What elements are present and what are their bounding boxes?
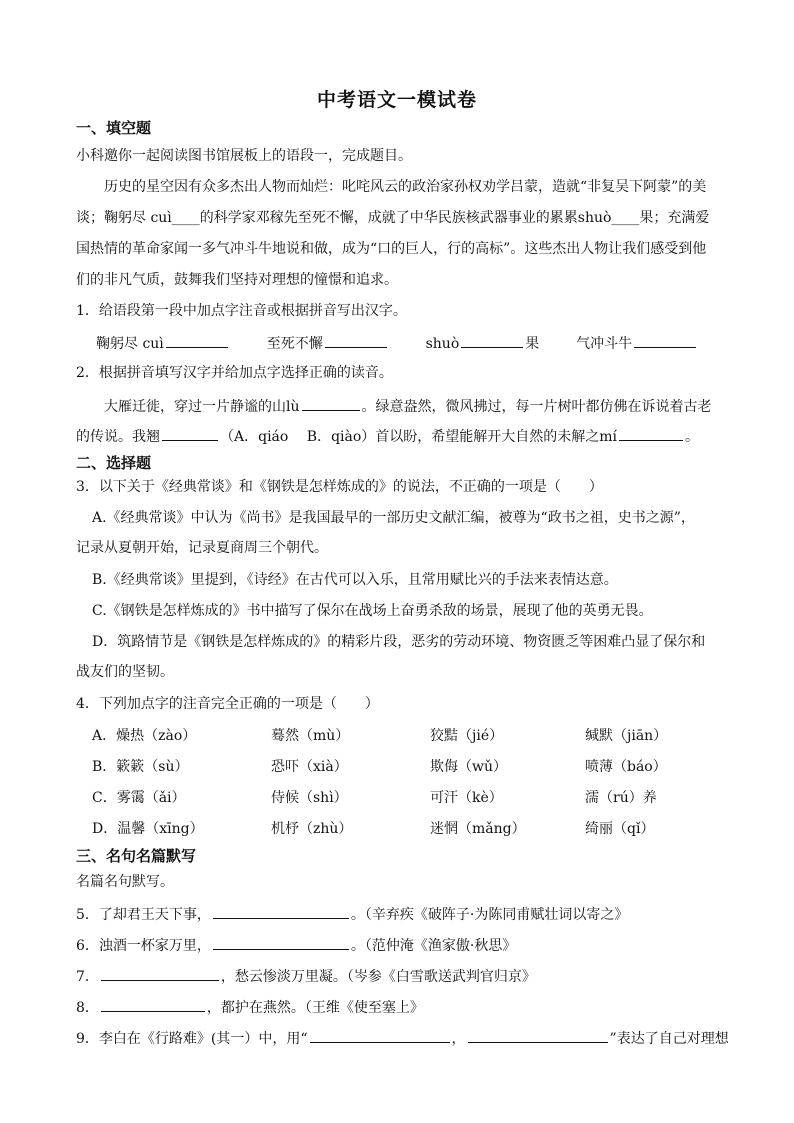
q7-text-b: ，愁云惨淡万里凝。（岑参《白雪歌送武判官归京》 — [220, 969, 536, 985]
q5-blank[interactable] — [213, 903, 349, 919]
q4-option-cell: 欺侮（wǔ） — [430, 759, 507, 775]
question-7 — [76, 965, 536, 987]
section1-intro: 小科邀你一起阅读图书馆展板上的语段一，完成题目。 — [76, 148, 412, 164]
q5-text-b: 。（辛弃疾《破阵子·为陈同甫赋壮词以寄之》 — [350, 907, 629, 923]
q4-option-cell: D．温馨（xīng） — [92, 821, 204, 837]
q8-text-a: 8． — [76, 1000, 99, 1016]
question-5 — [76, 903, 628, 925]
q4-option-cell: 喷薄（báo） — [585, 759, 667, 775]
q1-item-2: 至死不懈 — [266, 336, 323, 352]
q1-item-5: 气冲斗牛 — [576, 336, 633, 352]
q2-text-2a: 的传说。我翘 — [76, 429, 160, 445]
q9-text-a: 9．李白在《行路难》(其一）中，用“ — [76, 1031, 308, 1047]
question-2: 2．根据拼音填写汉字并给加点字选择正确的读音。 — [76, 365, 393, 381]
q8-text-b: ，都护在燕然。（王维《使至塞上》 — [206, 1000, 424, 1016]
q2-text-1b: 。绿意盎然，微风拂过，每一片树叶都仿佛在诉说着古老 — [361, 399, 712, 415]
q7-blank[interactable] — [101, 965, 219, 981]
q9-blank-2[interactable] — [468, 1027, 608, 1043]
q4-option-cell: B．簌簌（sù） — [92, 759, 189, 775]
q1-blank-4[interactable] — [634, 332, 696, 348]
page-title: 中考语文一模试卷 — [316, 89, 477, 111]
q4-option-cell: 侍候（shì） — [271, 790, 348, 806]
q3-option-a-line-2: 记录从夏朝开始，记录夏商周三个朝代。 — [76, 540, 328, 556]
q4-option-cell: 绮丽（qǐ） — [585, 821, 655, 837]
question-3: 3．以下关于《经典常谈》和《钢铁是怎样炼成的》的说法，不正确的一项是（ ） — [76, 479, 603, 495]
passage-line-2: 谈；鞠躬尽 cuì____的科学家邓稼先至死不懈，成就了中华民族核武器事业的累累shuò____果；充满爱 — [76, 210, 710, 226]
q1-item-4: 果 — [525, 336, 540, 352]
q4-option-cell: 恐吓（xià） — [271, 759, 348, 775]
q2-line-1 — [104, 395, 712, 417]
q8-blank[interactable] — [101, 996, 205, 1012]
q4-option-cell: 机杼（zhù） — [271, 821, 353, 837]
q2-blank-3[interactable] — [619, 425, 683, 441]
q2-blank-2[interactable] — [162, 425, 218, 441]
section-heading-fill-in: 一、填空题 — [76, 119, 152, 137]
question-9 — [76, 1027, 729, 1049]
q4-option-cell: A．燥热（zào） — [92, 728, 197, 744]
q6-text-b: 。（范仲淹《渔家傲·秋思》 — [350, 938, 517, 954]
q4-option-cell: C．雾霭（ǎi） — [92, 790, 186, 806]
q6-text-a: 6．浊酒一杯家万里， — [76, 938, 211, 954]
question-4: 4．下列加点字的注音完全正确的一项是（ ） — [76, 696, 379, 712]
question-6 — [76, 934, 516, 956]
q9-text-b: ， — [451, 1031, 466, 1047]
q7-text-a: 7． — [76, 969, 99, 985]
q1-blank-2[interactable] — [325, 332, 387, 348]
q1-blank-1[interactable] — [166, 332, 228, 348]
section3-intro: 名篇名句默写。 — [76, 874, 174, 890]
q1-item-1: 鞠躬尽 cuì — [96, 336, 164, 352]
q1-item-3: shuò — [425, 336, 460, 352]
q3-option-a-line-1: A.《经典常谈》中认为《尚书》是我国最早的一部历史文献汇编，被尊为“政书之祖，史书之源”， — [92, 510, 695, 526]
q2-text-2b: （A．qiáo B．qiào）首以盼，希望能解开大自然的未解之mí — [220, 429, 618, 445]
question-8 — [76, 996, 424, 1018]
question-1: 1．给语段第一段中加点字注音或根据拼音写出汉字。 — [76, 303, 407, 319]
q1-answer-row — [96, 332, 698, 354]
q3-option-d-line-2: 战友们的坚韧。 — [76, 664, 174, 680]
q4-option-cell: 狡黠（jié） — [430, 728, 504, 744]
q2-line-2 — [76, 425, 699, 447]
q9-blank-1[interactable] — [310, 1027, 450, 1043]
section-heading-choice: 二、选择题 — [76, 454, 152, 472]
q1-blank-3[interactable] — [461, 332, 523, 348]
q2-text-1a: 大雁迁徙，穿过一片静谧的山lù — [104, 399, 300, 415]
q4-option-cell: 蓦然（mù） — [271, 728, 350, 744]
q4-option-cell: 缄默（jiān） — [585, 728, 668, 744]
q4-option-cell: 可汗（kè） — [430, 790, 503, 806]
q3-option-d-line-1: D．筑路情节是《钢铁是怎样炼成的》的精彩片段，恶劣的劳动环境、物资匮乏等困难凸显了保尔和 — [92, 634, 706, 650]
q3-option-b: B.《经典常谈》里提到，《诗经》在古代可以入乐，且常用赋比兴的手法来表情达意。 — [92, 572, 618, 588]
q6-blank[interactable] — [213, 934, 349, 950]
q3-option-c: C.《钢铁是怎样炼成的》书中描写了保尔在战场上奋勇杀敌的场景，展现了他的英勇无畏。 — [92, 603, 653, 619]
q4-option-cell: 迷惘（mǎng） — [430, 821, 526, 837]
section-heading-recitation: 三、名句名篇默写 — [76, 847, 197, 865]
q4-option-cell: 濡（rú）养 — [585, 790, 657, 806]
q5-text-a: 5．了却君王天下事， — [76, 907, 211, 923]
passage-line-1: 历史的星空因有众多杰出人物而灿烂：叱咤风云的政治家孙权劝学吕蒙，造就“非复吴下阿蒙”的美 — [104, 179, 707, 195]
passage-line-3: 国热情的革命家闻一多气冲斗牛地说和做，成为“口的巨人，行的高标”。这些杰出人物让我们感受到他 — [76, 241, 707, 257]
q9-text-c: ”表达了自己对理想 — [609, 1031, 729, 1047]
q2-text-2c: 。 — [685, 429, 700, 445]
passage-line-4: 们的非凡气质，鼓舞我们坚持对理想的憧憬和追求。 — [76, 272, 398, 288]
q2-blank-1[interactable] — [302, 395, 360, 411]
